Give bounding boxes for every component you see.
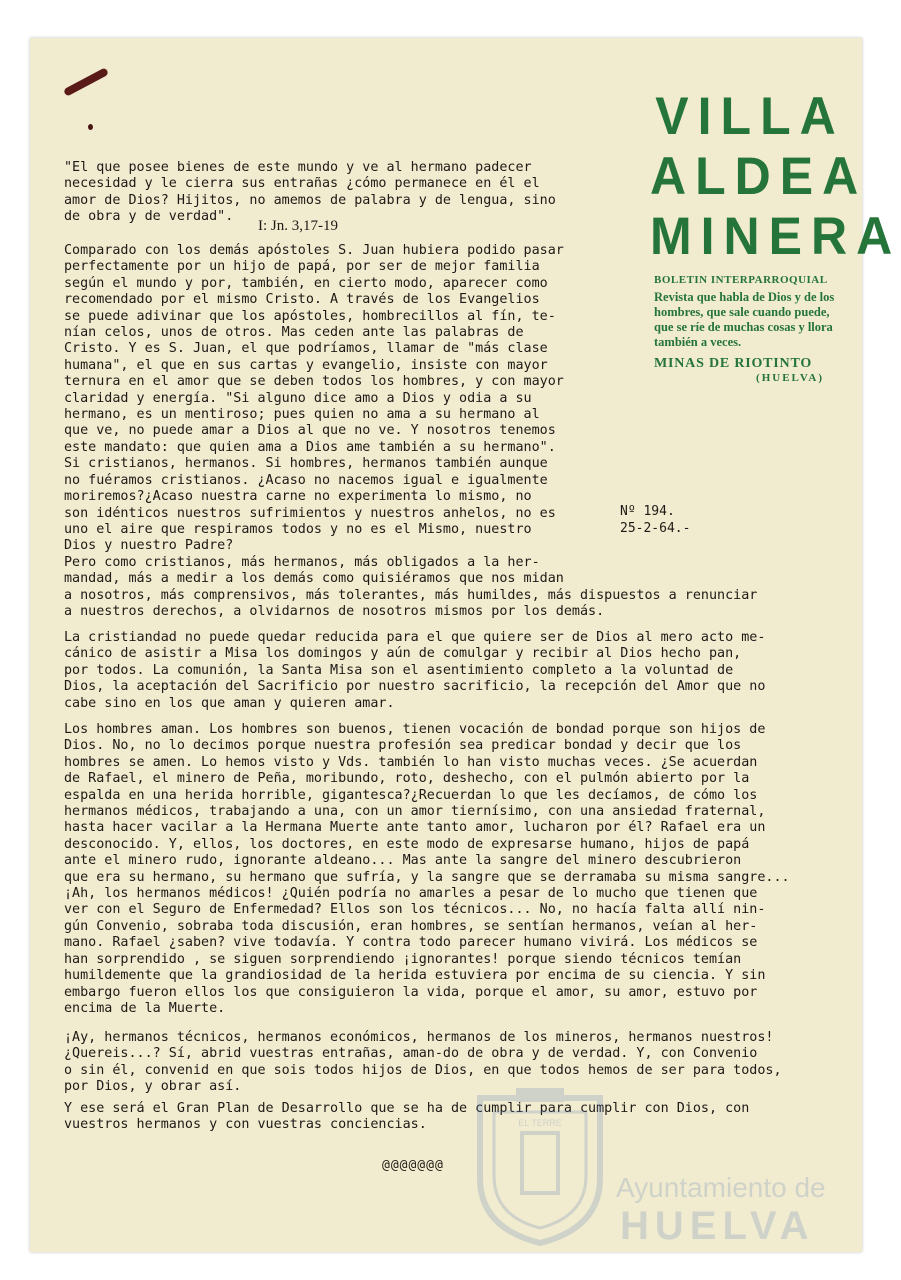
- watermark-line2: HUELVA: [620, 1204, 815, 1248]
- paragraph-4: ¡Ay, hermanos técnicos, hermanos económicos, hermanos de los mineros, hermanos nuestros! ¿Quereis...? Sí, abrid vuestras entrañas, aman-do de obra y de verdad. Y, con Convenio o sin él, convenid en que sois todos hijos de Dios, en que todos hemos de ser para todos, por Dios, y obrar así.: [64, 1030, 782, 1095]
- opening-quote: "El que posee bienes de este mundo y ve al hermano padecer necesidad y le cierra sus entrañas ¿cómo permanece en él el amor de Dios? Hijitos, no amemos de palabra y de lengua, sino de obra y de verdad".: [64, 160, 556, 225]
- seal-text: EL TERRE: [518, 1118, 562, 1128]
- watermark-line1: Ayuntamiento de: [616, 1172, 826, 1203]
- masthead-subtitle: BOLETIN INTERPARROQUIAL: [654, 274, 828, 286]
- masthead-place: MINAS DE RIOTINTO: [654, 356, 813, 371]
- masthead-province: (HUELVA): [756, 372, 824, 384]
- paragraph-2: La cristiandad no puede quedar reducida para el que quiere ser de Dios al mero acto me- cánico de asistir a Misa los domingos y aún de comulgar y recibir al Dios hecho pan, por todos. La comunión, la Santa Misa son el asentimiento completo a la voluntad de Dios, la aceptación del Sacrificio por nuestro sacrificio, la recepción del Amor que no cabe sino en los que aman y quieren amar.: [64, 630, 766, 711]
- issue-info: [620, 503, 690, 537]
- paragraph-5: Y ese será el Gran Plan de Desarrollo que se ha de cumplir para cumplir con Dios, con vuestros hermanos y con vuestras conciencias.: [64, 1101, 750, 1133]
- paragraph-3: Los hombres aman. Los hombres son buenos, tienen vocación de bondad porque son hijos de Dios. No, no lo decimos porque nuestra profesión sea predicar bondad y decir que los hombres se amen. Lo hemos visto y Vds. también lo han visto muchas veces. ¿Se acuerdan de Rafael, el minero de Peña, moribundo, roto, deshecho, con el pulmón abierto por la espalda en una herida horrible, gigantesca?¿Recuerdan lo que les decíamos, de cómo los hermanos médicos, trabajando a una, con un amor tiernísimo, con una ansiedad fraternal, hasta hacer vacilar a la Hermana Muerte ante tanto amor, lucharon por él? Rafael era un desconocido. Y, ellos, los doctores, en este modo de expresarse humano, hijos de papá ante el minero rudo, ignorante aldeano... Mas ante la sangre del minero descubrieron que era su hermano, su hermano que sufría, y la sangre que se derramaba su misma sangre... ¡Ah, los hermanos médicos! ¿Quién podría no amarles a pesar de lo mucho que tienen que ver con el Seguro de Enfermedad? Ellos son los técnicos... No, no hacía falta allí nin- gún Convenio, sobraba toda discusión, eran hombres, se sentían hermanos, veían al her- mano. Rafael ¿saben? vive todavía. Y contra todo parecer humano vivirá. Los médicos se han sorprendido , se siguen sorprendiendo ¡ignorantes! porque siendo técnicos temían humildemente que la grandiosidad de la herida estuviera por encima de su ciencia. Y sin embargo fueron ellos los que consiguieron la vida, porque el amor, su amor, estuvo por encima de la Muerte.: [64, 722, 790, 1016]
- ink-stain: [63, 67, 109, 97]
- masthead-title-line2: ALDEA: [650, 146, 868, 206]
- document-page: [30, 38, 901, 1252]
- issue-number: Nº 194.: [620, 504, 675, 519]
- issue-date: 25-2-64.-: [620, 521, 691, 536]
- city-seal-icon: [470, 1078, 610, 1248]
- masthead-title-line1: VILLA: [655, 86, 845, 146]
- archive-watermark: [470, 1078, 850, 1248]
- closing-ornament: @@@@@@@: [382, 1158, 444, 1173]
- bible-citation: I: Jn. 3,17-19: [258, 218, 338, 234]
- masthead-title-line3: MINERA: [650, 206, 901, 266]
- masthead-description: Revista que habla de Dios y de los hombres, que sale cuando puede, que se ríe de muchas cosas y llora también a veces.: [654, 290, 835, 349]
- ink-spot: [88, 124, 93, 130]
- paragraph-1: Comparado con los demás apóstoles S. Juan hubiera podido pasar perfectamente por un hijo de papá, por ser de mejor familia según el mundo y por, también, en cierto modo, aparecer como recomendado por el mismo Cristo. A través de los Evangelios se puede adivinar que los apóstoles, hombrecillos al fín, te- nían celos, unos de otros. Mas ceden ante las palabras de Cristo. Y es S. Juan, el que podríamos, llamar de "más clase humana", el que en sus cartas y evangelio, insiste con mayor ternura en el amor que se deben todos los hombres, y con mayor claridad y energía. "Si alguno dice amo a Dios y odia a su hermano, es un mentiroso; pues quien no ama a su hermano al que ve, no puede amar a Dios al que no ve. Y nosotros tenemos este mandato: que quien ama a Dios ame también a su hermano". Si cristianos, hermanos. Si hombres, hermanos también aunque no fuéramos cristianos. ¿Acaso no nacemos igual e igualmente moriremos?¿Acaso nuestra carne no experimenta lo mismo, no son idénticos nuestros sufrimientos y nuestros anhelos, no es uno el aire que respiramos todos y no es el Mismo, nuestro Dios y nuestro Padre? Pero como cristianos, más hermanos, más obligados a la her- mandad, más a medir a los demás como quisiéramos que nos midan a nosotros, más comprensivos, más tolerantes, más humildes, más dispuestos a renunciar a nuestros derechos, a olvidarnos de nosotros mismos por los demás.: [64, 243, 758, 619]
